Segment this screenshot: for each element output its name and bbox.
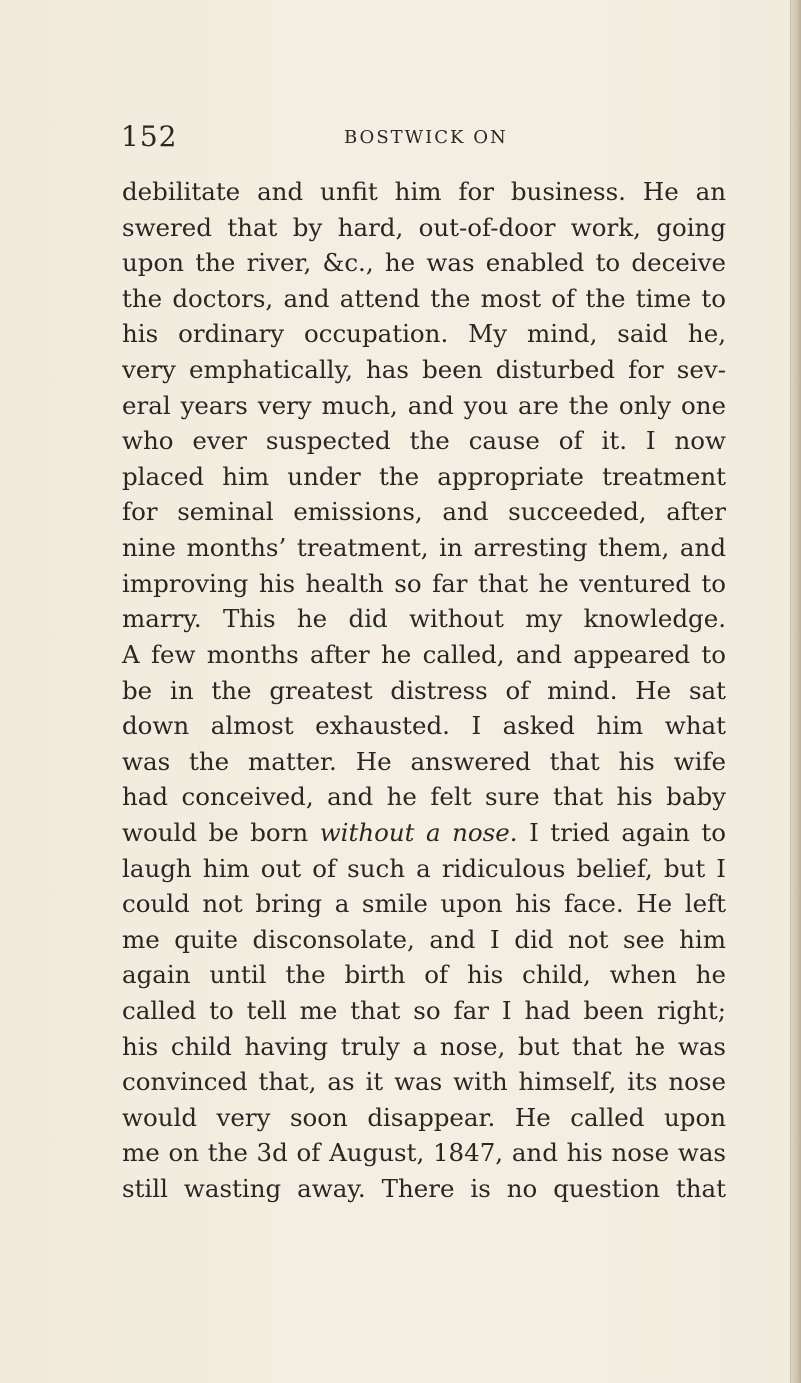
text-line: had conceived, and he felt sure that his baby (122, 782, 726, 812)
text-line: improving his health so far that he ventured to (122, 568, 726, 598)
body-text (122, 174, 726, 1207)
text-line: his child having truly a nose, but that he was (122, 1031, 726, 1061)
text-line: his ordinary occupation. My mind, said he, (122, 319, 726, 349)
text-line-with-italic (122, 815, 726, 851)
text-line: was the matter. He answered that his wife (122, 746, 726, 776)
text-segment: would be born (122, 817, 309, 847)
text-line: upon the river, &c., he was enabled to deceive (122, 248, 726, 278)
text-line: A few months after he called, and appeared to (122, 639, 726, 669)
text-segment: I tried again to (529, 817, 726, 847)
text-line: debilitate and unfit him for business. He an (122, 177, 726, 206)
text-line: placed him under the appropriate treatment (122, 461, 726, 491)
text-line: swered that by hard, out-of-door work, going (122, 212, 726, 242)
text-line: would very soon disappear. He called upon (122, 1102, 726, 1132)
text-line: for seminal emissions, and succeeded, after (122, 497, 726, 527)
page-edge (790, 0, 801, 1383)
page-header (121, 120, 721, 160)
italic-phrase: without a nose. (319, 817, 518, 847)
text-line: who ever suspected the cause of it. I now (122, 426, 726, 456)
text-line: eral years very much, and you are the only one (122, 390, 726, 420)
text-line: down almost exhausted. I asked him what (122, 711, 726, 741)
text-line: me on the 3d of August, 1847, and his nose was (122, 1138, 726, 1168)
text-line: me quite disconsolate, and I did not see him (122, 924, 726, 954)
text-line: be in the greatest distress of mind. He sat (122, 675, 726, 705)
text-line: still wasting away. There is no question that (122, 1174, 726, 1204)
page-number: 152 (121, 120, 178, 153)
text-line: laugh him out of such a ridiculous belief, but I (122, 853, 726, 883)
text-line: convinced that, as it was with himself, its nose (122, 1067, 726, 1097)
text-line: could not bring a smile upon his face. He left (122, 889, 726, 919)
text-line: again until the birth of his child, when he (122, 960, 726, 990)
text-line: marry. This he did without my knowledge. (122, 604, 726, 634)
text-line: nine months’ treatment, in arresting them, and (122, 533, 726, 563)
text-line: the doctors, and attend the most of the time to (122, 283, 726, 313)
text-line: called to tell me that so far I had been right; (122, 996, 726, 1026)
running-head: BOSTWICK ON (344, 127, 508, 148)
text-line: very emphatically, has been disturbed for sev- (122, 355, 726, 385)
